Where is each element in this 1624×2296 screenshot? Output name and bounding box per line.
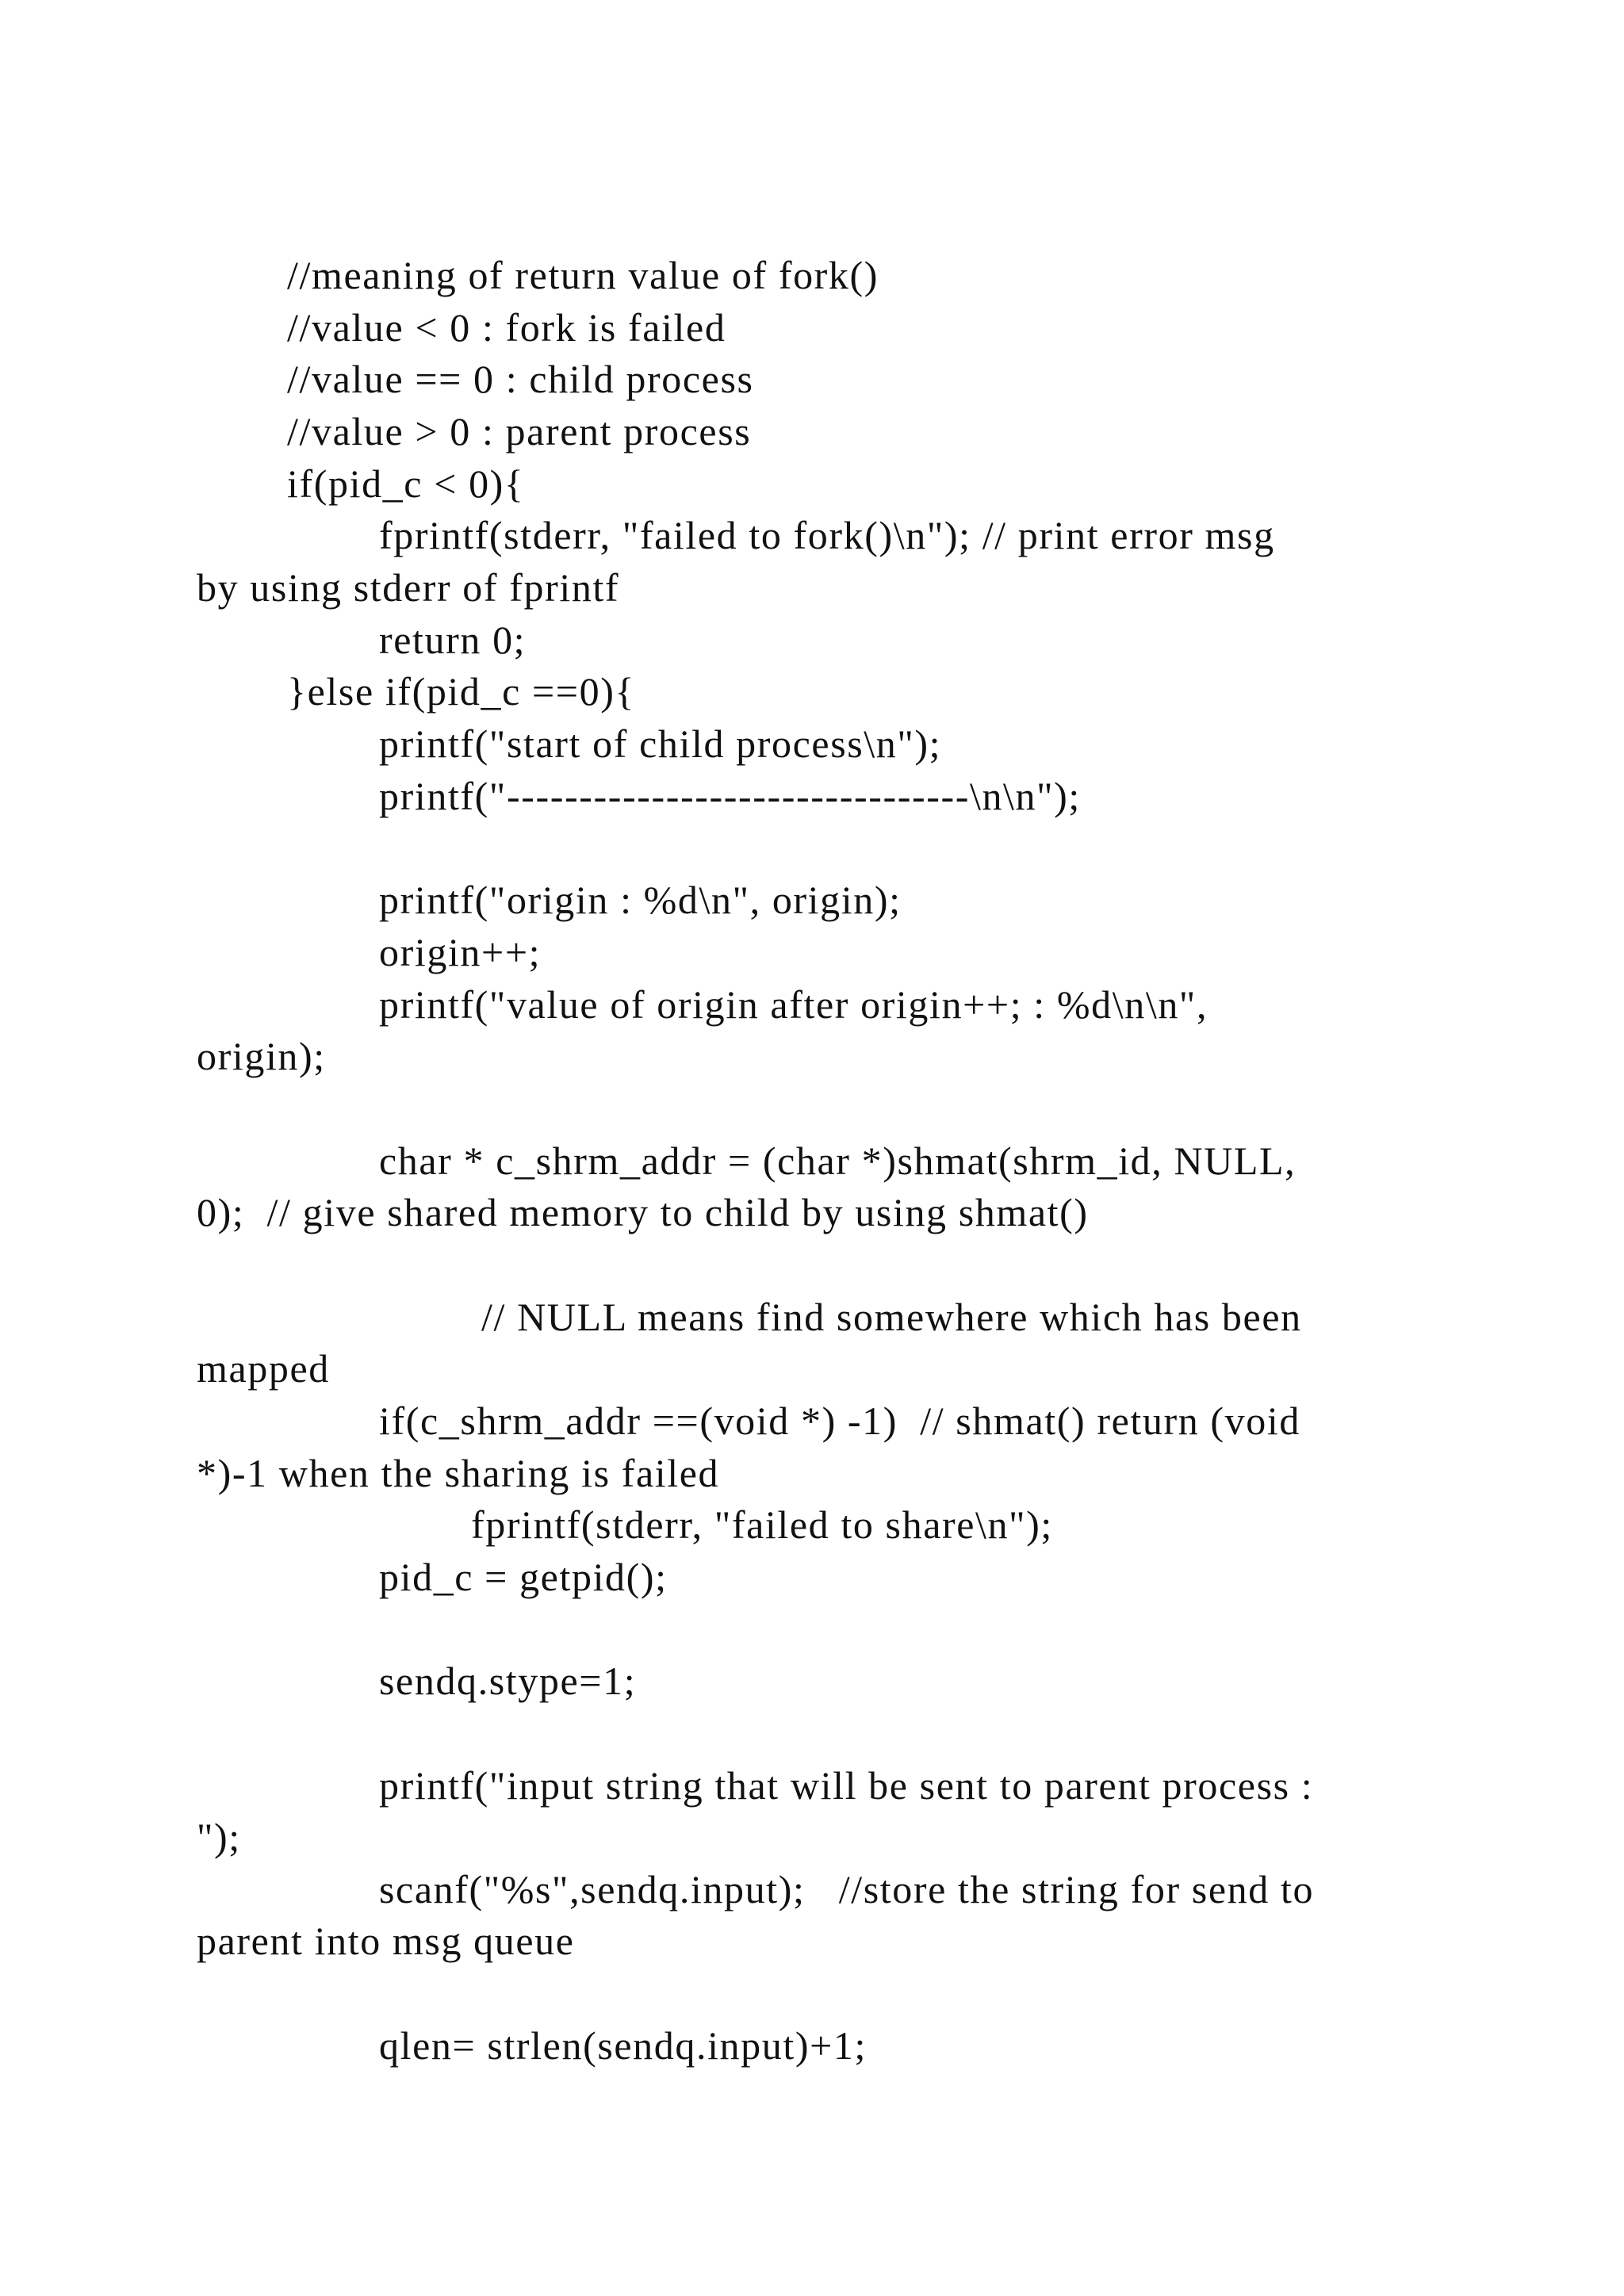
code-line: mapped: [197, 1346, 330, 1391]
code-line: //value == 0 : child process: [287, 357, 754, 401]
code-line: char * c_shrm_addr = (char *)shmat(shrm_id, NULL,: [379, 1138, 1297, 1183]
code-line: return 0;: [379, 618, 527, 662]
code-line: parent into msg queue: [197, 1919, 575, 1963]
code-line: //meaning of return value of fork(): [287, 253, 879, 297]
code-line: origin++;: [379, 930, 542, 974]
code-line: if(pid_c < 0){: [287, 461, 525, 506]
code-line: printf("origin : %d\n", origin);: [379, 878, 902, 922]
code-line: if(c_shrm_addr ==(void *) -1) // shmat() return (void: [379, 1399, 1300, 1443]
code-line: // NULL means find somewhere which has been: [481, 1295, 1302, 1339]
code-line: sendq.stype=1;: [379, 1659, 637, 1703]
code-line: printf("--------------------------------\n\n");: [379, 774, 1081, 818]
code-line: //value < 0 : fork is failed: [287, 305, 726, 350]
code-line: ");: [197, 1815, 241, 1859]
code-line: fprintf(stderr, "failed to share\n");: [471, 1502, 1053, 1547]
code-line: origin);: [197, 1034, 326, 1078]
code-line: pid_c = getpid();: [379, 1555, 668, 1599]
code-line: by using stderr of fprintf: [197, 565, 620, 610]
code-line: printf("value of origin after origin++; : %d\n\n",: [379, 982, 1208, 1027]
code-line: }else if(pid_c ==0){: [287, 669, 636, 714]
code-line: fprintf(stderr, "failed to fork()\n"); // print error msg: [379, 513, 1275, 557]
code-line: *)-1 when the sharing is failed: [197, 1451, 720, 1495]
code-line: printf("input string that will be sent to parent process :: [379, 1763, 1314, 1808]
code-line: printf("start of child process\n");: [379, 721, 942, 766]
code-line: //value > 0 : parent process: [287, 409, 752, 453]
code-line: 0); // give shared memory to child by using shmat(): [197, 1190, 1089, 1234]
code-line: scanf("%s",sendq.input); //store the string for send to: [379, 1867, 1315, 1911]
code-line: qlen= strlen(sendq.input)+1;: [379, 2023, 867, 2068]
